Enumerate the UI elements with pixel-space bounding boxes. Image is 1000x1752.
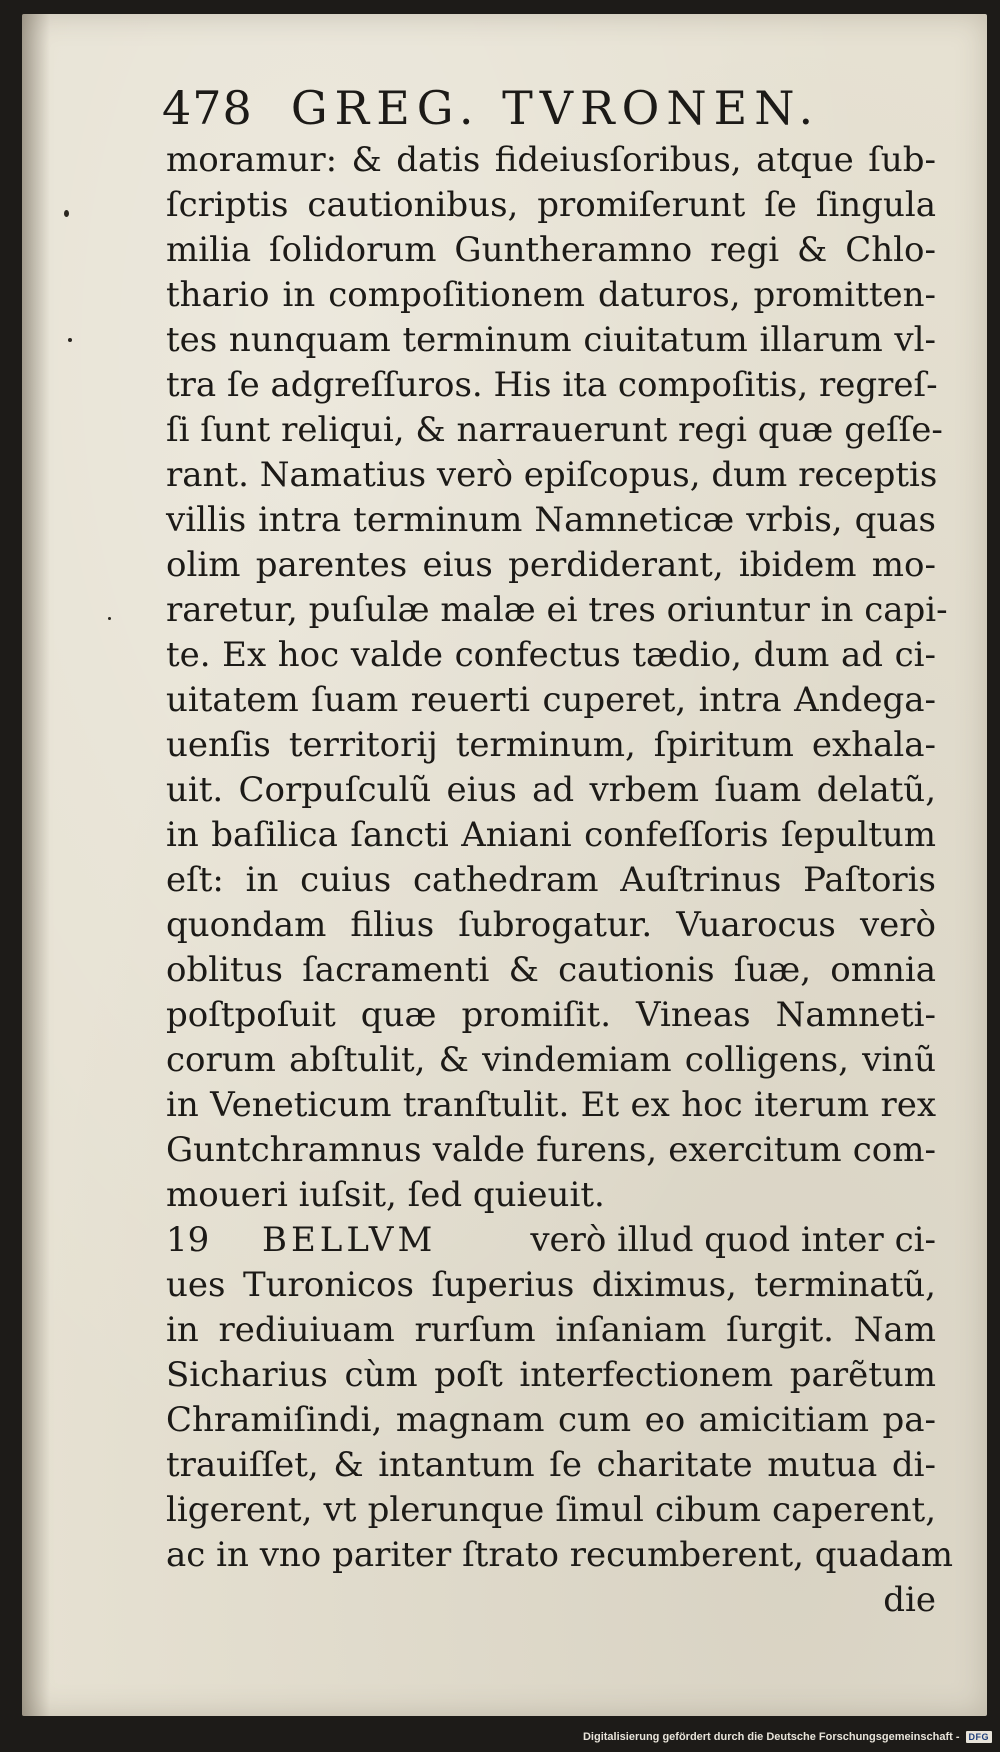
margin-speck bbox=[108, 617, 111, 620]
margin-speck bbox=[68, 338, 72, 342]
text-line: tes nunquam terminum ciuitatum illarum vl- bbox=[166, 320, 936, 360]
text-line: uenſis territorij terminum, ſpiritum exhala- bbox=[166, 725, 936, 765]
text-line: quondam filius ſubrogatur. Vuarocus verò bbox=[166, 905, 936, 945]
running-head bbox=[162, 78, 862, 138]
credit-text: Digitalisierung gefördert durch die Deutsche Forschungsgemeinschaft - bbox=[582, 1731, 960, 1743]
text-line: milia ſolidorum Guntheramno regi & Chlo- bbox=[166, 230, 936, 270]
text-line: uitatem ſuam reuerti cuperet, intra Andega- bbox=[166, 680, 936, 720]
digitization-credit bbox=[583, 1726, 992, 1748]
text-line: ligerent, vt plerunque ſimul cibum caperent, bbox=[166, 1490, 936, 1530]
section-number: 19 bbox=[166, 1220, 210, 1260]
catchword: die bbox=[883, 1580, 936, 1620]
text-line: in baſilica ſancti Aniani confeſſoris ſepultum bbox=[166, 815, 936, 855]
text-line: Guntchramnus valde furens, exercitum com- bbox=[166, 1130, 936, 1170]
text-line: ſi ſunt reliqui, & narrauerunt regi quæ geſſe- bbox=[166, 410, 943, 450]
text-line: in Veneticum tranſtulit. Et ex hoc iterum rex bbox=[166, 1085, 936, 1125]
text-line: trauiſſet, & intantum ſe charitate mutua di- bbox=[166, 1445, 936, 1485]
text-line: te. Ex hoc valde confectus tædio, dum ad ci- bbox=[166, 635, 936, 675]
text-line: moueri iuſsit, ſed quieuit. bbox=[166, 1175, 605, 1215]
text-line: thario in compoſitionem daturos, promitten- bbox=[166, 275, 936, 315]
text-line: Sicharius cùm poſt interfectionem parẽtum bbox=[166, 1355, 936, 1395]
text-line: ues Turonicos ſuperius diximus, terminatũ, bbox=[166, 1265, 936, 1305]
text-line: tra ſe adgreſſuros. His ita compoſitis, regreſ- bbox=[166, 365, 938, 405]
gutter-shadow bbox=[22, 14, 50, 1716]
text-line: raretur, puſulæ malæ ei tres oriuntur in capi- bbox=[166, 590, 948, 630]
text-line: poſtpoſuit quæ promiſit. Vineas Namneti- bbox=[166, 995, 936, 1035]
text-line: ſcriptis cautionibus, promiſerunt ſe ſingula bbox=[166, 185, 936, 225]
section-opening-word: BELLVM bbox=[262, 1220, 437, 1260]
text-line: uit. Corpuſculũ eius ad vrbem ſuam delatũ, bbox=[166, 770, 936, 810]
page-number: 478 bbox=[162, 81, 253, 135]
text-line: ac in vno pariter ſtrato recumberent, quadam bbox=[166, 1535, 953, 1575]
text-line: olim parentes eius perdiderant, ibidem mo- bbox=[166, 545, 936, 585]
text-line: corum abſtulit, & vindemiam colligens, vinũ bbox=[166, 1040, 936, 1080]
text-line: rant. Namatius verò epiſcopus, dum receptis bbox=[166, 455, 938, 495]
text-line: eſt: in cuius cathedram Auſtrinus Paſtoris bbox=[166, 860, 936, 900]
text-line: in rediuiuam rurſum inſaniam ſurgit. Nam bbox=[166, 1310, 936, 1350]
section-first-line bbox=[166, 1218, 936, 1263]
text-line: Chramiſindi, magnam cum eo amicitiam pa- bbox=[166, 1400, 936, 1440]
text-line: oblitus ſacramenti & cautionis ſuæ, omnia bbox=[166, 950, 936, 990]
dfg-logo: DFG bbox=[966, 1731, 993, 1743]
text-line: moramur: & datis fideiusſoribus, atque ſub- bbox=[166, 140, 936, 180]
section-line-text: verò illud quod inter ci- bbox=[530, 1220, 936, 1260]
text-line: villis intra terminum Namneticæ vrbis, quas bbox=[166, 500, 936, 540]
margin-speck bbox=[64, 210, 69, 217]
text-block bbox=[166, 138, 953, 1623]
running-head-title: GREG. TVRONEN. bbox=[290, 81, 821, 135]
